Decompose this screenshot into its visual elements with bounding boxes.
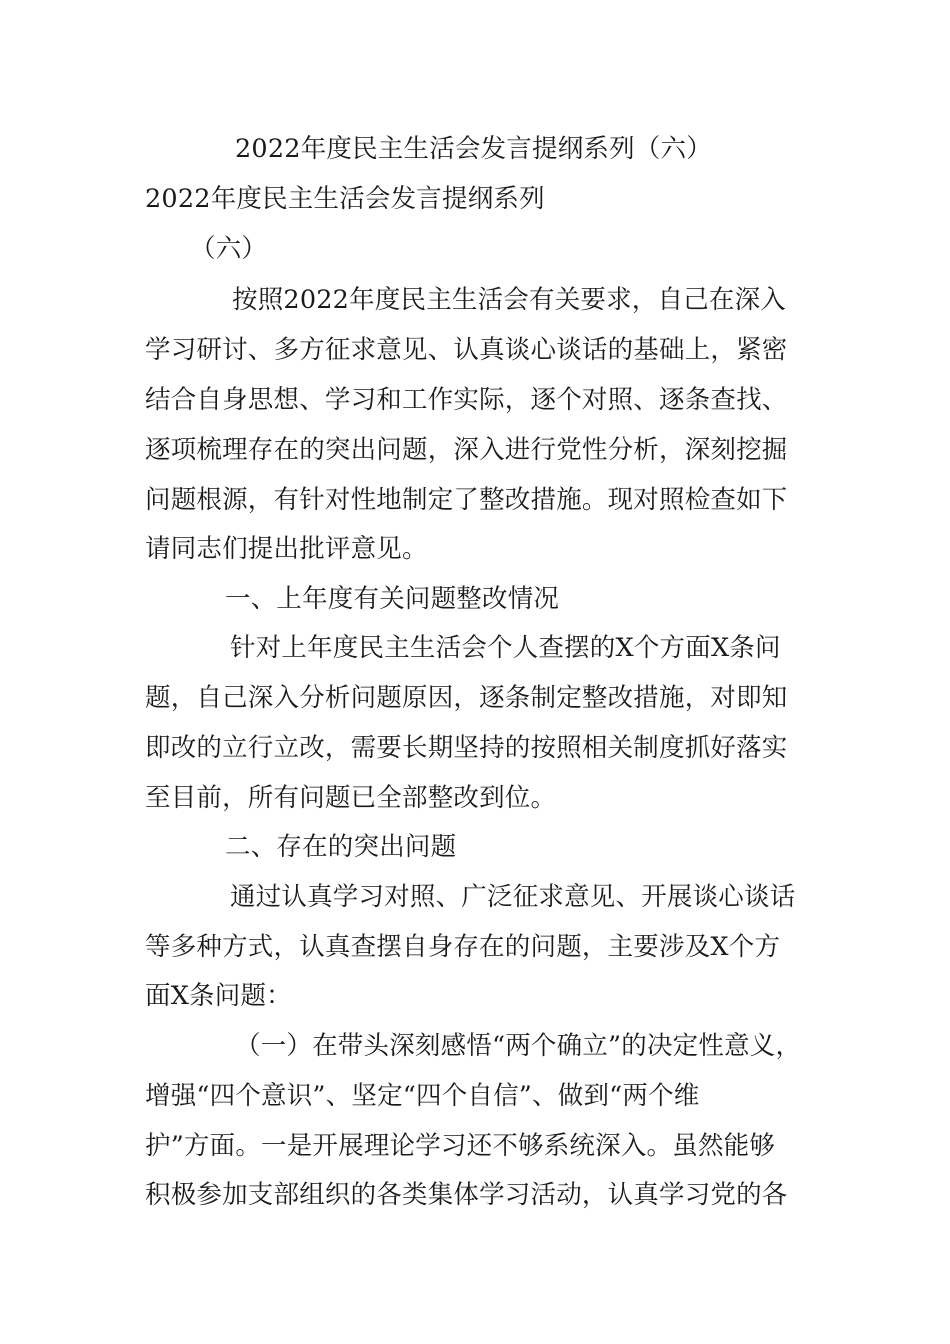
intro-line: 逐项梳理存在的突出问题，深入进行党性分析，深刻挖掘 bbox=[145, 435, 788, 465]
document-subtitle: 2022年度民主生活会发言提纲系列 bbox=[145, 184, 545, 214]
section1-line: 针对上年度民主生活会个人查摆的X个方面X条问 bbox=[230, 633, 781, 663]
subsection-line: 护”方面。一是开展理论学习还不够系统深入。虽然能够 bbox=[145, 1131, 776, 1161]
intro-line: 问题根源，有针对性地制定了整改措施。现对照检查如下 bbox=[145, 485, 788, 515]
subsection-line: 增强“四个意识”、坚定“四个自信”、做到“两个维 bbox=[145, 1081, 700, 1111]
subsection-line: （一）在带头深刻感悟“两个确立”的决定性意义， bbox=[235, 1031, 802, 1061]
section2-line: 面X条问题： bbox=[145, 981, 292, 1011]
document-title: 2022年度民主生活会发言提纲系列（六） bbox=[235, 134, 712, 164]
section-heading-2: 二、存在的突出问题 bbox=[225, 832, 457, 862]
intro-line: 学习研讨、多方征求意见、认真谈心谈话的基础上，紧密 bbox=[145, 335, 788, 365]
section1-line: 至目前，所有问题已全部整改到位。 bbox=[145, 783, 557, 813]
section2-line: 等多种方式，认真查摆自身存在的问题，主要涉及X个方 bbox=[145, 932, 781, 962]
intro-line: 结合自身思想、学习和工作实际，逐个对照、逐条查找、 bbox=[145, 385, 788, 415]
section2-line: 通过认真学习对照、广泛征求意见、开展谈心谈话 bbox=[230, 882, 796, 912]
section-heading-1: 一、上年度有关问题整改情况 bbox=[225, 584, 560, 614]
subsection-line: 积极参加支部组织的各类集体学习活动，认真学习党的各 bbox=[145, 1180, 788, 1210]
intro-line: 请同志们提出批评意见。 bbox=[145, 534, 428, 564]
document-subtitle-suffix: （六） bbox=[190, 234, 268, 264]
section1-line: 题，自己深入分析问题原因，逐条制定整改措施，对即知 bbox=[145, 683, 788, 713]
intro-line: 按照2022年度民主生活会有关要求，自己在深入 bbox=[232, 285, 786, 315]
section1-line: 即改的立行立改，需要长期坚持的按照相关制度抓好落实 bbox=[145, 733, 788, 763]
